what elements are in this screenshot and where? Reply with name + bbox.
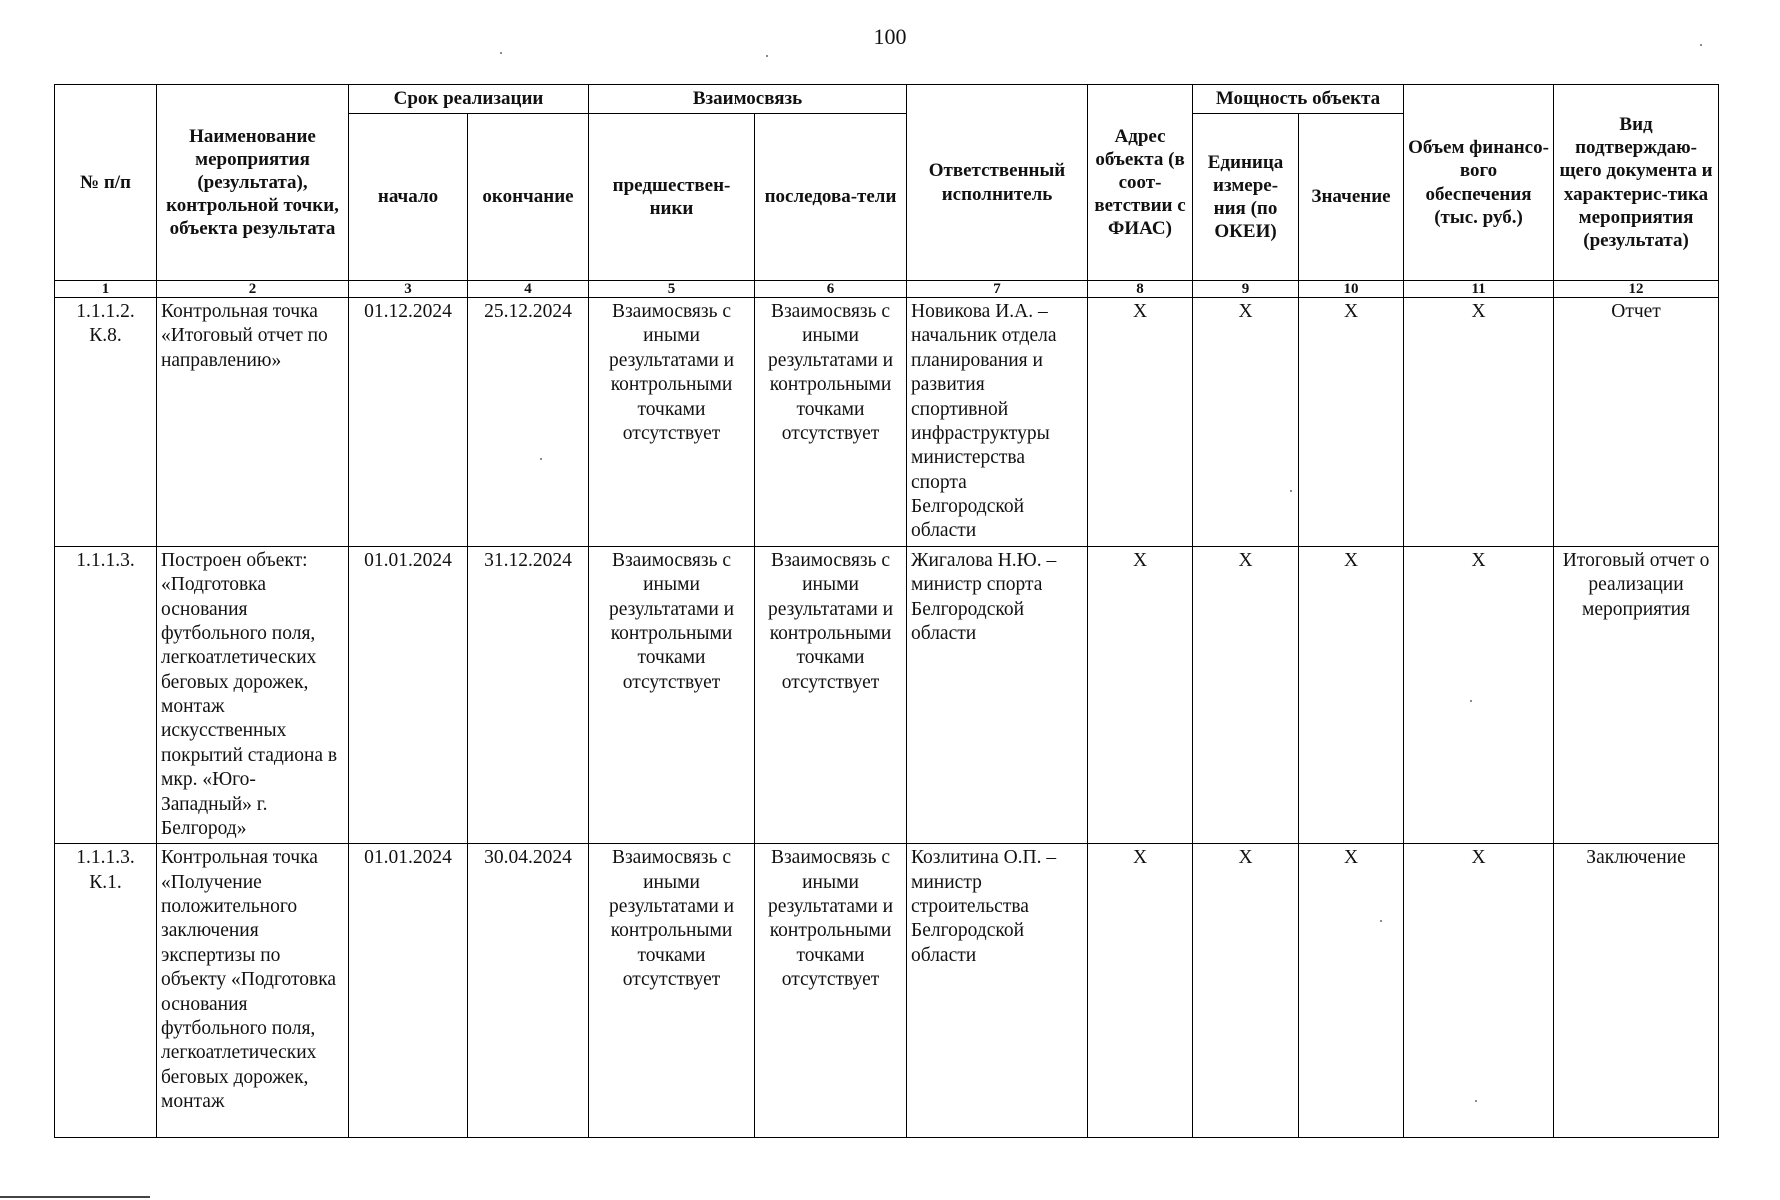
row-end: 30.04.2024 — [468, 844, 589, 1138]
row-start: 01.01.2024 — [349, 844, 468, 1138]
scan-speck — [1700, 44, 1702, 46]
column-number: 3 — [349, 281, 468, 298]
row-start: 01.12.2024 — [349, 298, 468, 547]
row-address: Х — [1088, 298, 1193, 547]
row-finance: Х — [1404, 546, 1554, 844]
row-successors: Взаимосвязь с иными результатами и контрольными точками отсутствует — [755, 844, 907, 1138]
column-number: 1 — [55, 281, 157, 298]
row-name: Контрольная точка «Итоговый отчет по направлению» — [157, 298, 349, 547]
row-predecessors: Взаимосвязь с иными результатами и контрольными точками отсутствует — [589, 546, 755, 844]
row-name: Контрольная точка «Получение положительного заключения экспертизы по объекту «Подготовка основания футбольного поля, легкоатлетических беговых дорожек, монтаж — [157, 844, 349, 1138]
header-predecessors: предшествен-ники — [589, 114, 755, 281]
implementation-plan-table — [54, 84, 1719, 1138]
row-successors: Взаимосвязь с иными результатами и контрольными точками отсутствует — [755, 298, 907, 547]
row-num: 1.1.1.3. К.1. — [55, 844, 157, 1138]
row-value: Х — [1299, 844, 1404, 1138]
header-unit: Единица измере-ния (по ОКЕИ) — [1193, 114, 1299, 281]
header-finance: Объем финансо-вого обеспечения (тыс. руб.) — [1404, 85, 1554, 281]
row-end: 31.12.2024 — [468, 546, 589, 844]
scan-speck — [766, 55, 768, 57]
column-number: 7 — [907, 281, 1088, 298]
header-name: Наименование мероприятия (результата), контрольной точки, объекта результата — [157, 85, 349, 281]
header-capacity-group: Мощность объекта — [1193, 85, 1404, 114]
row-value: Х — [1299, 298, 1404, 547]
column-number-row — [55, 281, 1719, 298]
header-row — [55, 85, 1719, 114]
row-predecessors: Взаимосвязь с иными результатами и контрольными точками отсутствует — [589, 844, 755, 1138]
header-responsible: Ответственный исполнитель — [907, 85, 1088, 281]
row-unit: Х — [1193, 298, 1299, 547]
scan-speck — [1290, 490, 1292, 492]
row-address: Х — [1088, 844, 1193, 1138]
column-number: 8 — [1088, 281, 1193, 298]
column-number: 5 — [589, 281, 755, 298]
scan-speck — [500, 52, 502, 54]
page-number: 100 — [873, 24, 907, 49]
header-address: Адрес объекта (в соот-ветствии с ФИАС) — [1088, 85, 1193, 281]
row-doc-type: Отчет — [1554, 298, 1719, 547]
row-start: 01.01.2024 — [349, 546, 468, 844]
scan-speck — [540, 458, 542, 460]
header-term-group: Срок реализации — [349, 85, 589, 114]
row-end: 25.12.2024 — [468, 298, 589, 547]
row-unit: Х — [1193, 546, 1299, 844]
header-value: Значение — [1299, 114, 1404, 281]
row-finance: Х — [1404, 844, 1554, 1138]
row-name: Построен объект: «Подготовка основания футбольного поля, легкоатлетических беговых дорожек, монтаж искусственных покрытий стадиона в мкр. «Юго-Западный» г. Белгород» — [157, 546, 349, 844]
row-responsible: Жигалова Н.Ю. – министр спорта Белгородской области — [907, 546, 1088, 844]
table-row — [55, 844, 1719, 1138]
scan-edge-line — [0, 1196, 150, 1198]
scan-speck — [1475, 1100, 1477, 1102]
row-responsible: Новикова И.А. – начальник отдела планирования и развития спортивной инфраструктуры министерства спорта Белгородской области — [907, 298, 1088, 547]
scan-speck — [1380, 920, 1382, 922]
row-responsible: Козлитина О.П. – министр строительства Белгородской области — [907, 844, 1088, 1138]
header-start: начало — [349, 114, 468, 281]
row-num: 1.1.1.3. — [55, 546, 157, 844]
row-address: Х — [1088, 546, 1193, 844]
row-doc-type: Итоговый отчет о реализации мероприятия — [1554, 546, 1719, 844]
table-row — [55, 546, 1719, 844]
header-num: № п/п — [55, 85, 157, 281]
row-doc-type: Заключение — [1554, 844, 1719, 1138]
column-number: 6 — [755, 281, 907, 298]
row-predecessors: Взаимосвязь с иными результатами и контрольными точками отсутствует — [589, 298, 755, 547]
column-number: 2 — [157, 281, 349, 298]
row-num: 1.1.1.2. К.8. — [55, 298, 157, 547]
row-finance: Х — [1404, 298, 1554, 547]
header-successors: последова-тели — [755, 114, 907, 281]
row-unit: Х — [1193, 844, 1299, 1138]
column-number: 9 — [1193, 281, 1299, 298]
row-value: Х — [1299, 546, 1404, 844]
column-number: 12 — [1554, 281, 1719, 298]
header-link-group: Взаимосвязь — [589, 85, 907, 114]
header-end: окончание — [468, 114, 589, 281]
column-number: 10 — [1299, 281, 1404, 298]
table-row — [55, 298, 1719, 547]
column-number: 4 — [468, 281, 589, 298]
scan-speck — [1470, 700, 1472, 702]
header-doc-type: Вид подтверждаю-щего документа и характерис-тика мероприятия (результата) — [1554, 85, 1719, 281]
row-successors: Взаимосвязь с иными результатами и контрольными точками отсутствует — [755, 546, 907, 844]
column-number: 11 — [1404, 281, 1554, 298]
